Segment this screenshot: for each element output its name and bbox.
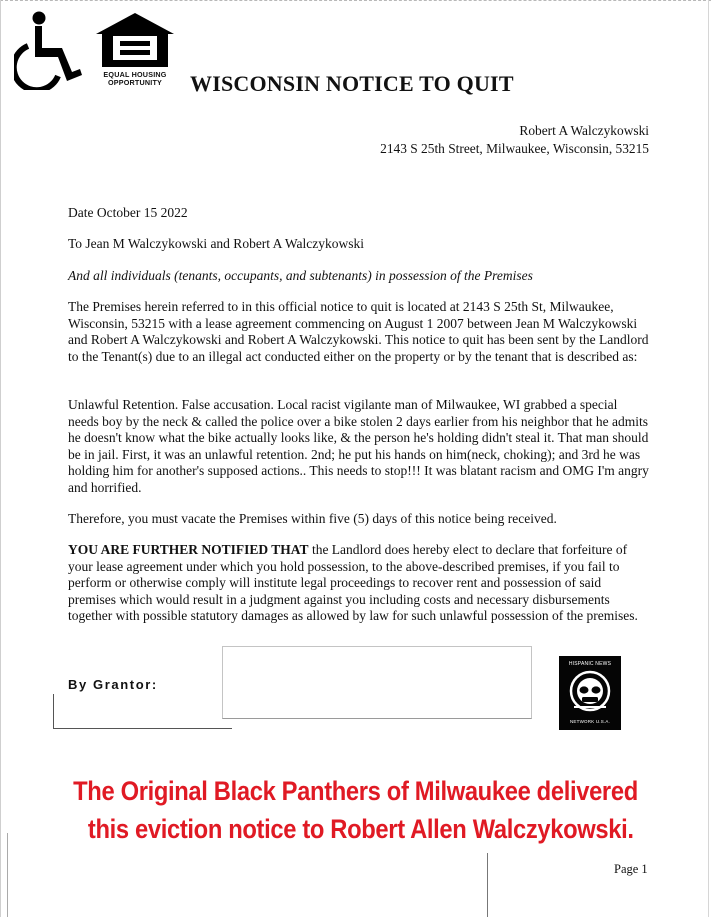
right-border-line (708, 0, 709, 917)
landlord-block (380, 122, 649, 158)
description-paragraph: Unlawful Retention. False accusation. Local racist vigilante man of Milwaukee, WI grabbed a special needs boy by the neck & called the police over a bike stolen 2 days earlier from his neighbor that he admits he doesn't know what the bike actually looks like, & the person he's holding didn't steal it. That man should be in jail. First, it was an unlawful retention. 2nd; he put his hands on him(neck, choking); and 3rd he was holding him for another's supposed actions.. This needs to stop!!! It was blatant racism and OMG I'm angry and horrified. (68, 397, 649, 495)
letter-recipients: To Jean M Walczykowski and Robert A Walczykowski (68, 236, 364, 251)
page-number: Page 1 (614, 862, 648, 876)
signature-line-vertical (53, 694, 54, 729)
letter-occupants: And all individuals (tenants, occupants, and subtenants) in possession of the Premises (68, 268, 533, 283)
margin-line-middle (487, 853, 488, 917)
grantor-label: By Grantor: (68, 677, 158, 692)
vacate-paragraph: Therefore, you must vacate the Premises within five (5) days of this notice being received. (68, 511, 557, 526)
landlord-name: Robert A Walczykowski (519, 123, 649, 138)
margin-line-left (7, 833, 8, 917)
skull-emblem-icon (568, 669, 612, 717)
further-notice-paragraph (68, 542, 650, 625)
signature-line (54, 728, 232, 729)
news-network-badge (559, 656, 621, 730)
logo-text-line2: OPPORTUNITY (107, 78, 163, 87)
document-title: WISCONSIN NOTICE TO QUIT (190, 71, 514, 96)
premises-paragraph: The Premises herein referred to in this official notice to quit is located at 2143 S 25th St, Milwaukee, Wisconsin, 53215 with a lease agreement commencing on August 1 2007 between Jean M Walczykowski and Robert A Walczykowski and Robert A Walczykowski. This notice to quit has been sent by the Landlord to the Tenant(s) due to an illegal act conducted either on the property or by the tenant that is described as: (68, 299, 649, 364)
badge-bottom-text: NETWORK U.S.A. (569, 719, 611, 724)
equal-housing-logo (92, 12, 178, 92)
top-border-line (0, 0, 711, 1)
wheelchair-accessibility-icon (14, 10, 84, 90)
caption-line2: this eviction notice to Robert Allen Walczykowski. (87, 814, 634, 844)
further-notice-text: the Landlord does hereby elect to declare that forfeiture of your lease agreement under which you hold possession, to the above-described premises, if you fail to perform or otherwise comply will institute legal proceedings to recover rent and possession of said premises which would result in a judgment against you including costs and necessary disbursements together with possible statutory damages as allowed by law for such unlawful possession of the premises. (68, 542, 638, 624)
further-notice-heading: YOU ARE FURTHER NOTIFIED THAT (68, 542, 309, 557)
left-border-line (0, 0, 1, 917)
logo-text-line1: EQUAL HOUSING (103, 70, 167, 79)
caption-line1: The Original Black Panthers of Milwaukee delivered (73, 776, 638, 806)
letter-date: Date October 15 2022 (68, 205, 188, 220)
red-caption (43, 772, 669, 848)
signature-box (222, 646, 532, 719)
landlord-address: 2143 S 25th Street, Milwaukee, Wisconsin, 53215 (380, 141, 649, 156)
badge-top-text: HISPANIC NEWS (568, 661, 612, 667)
